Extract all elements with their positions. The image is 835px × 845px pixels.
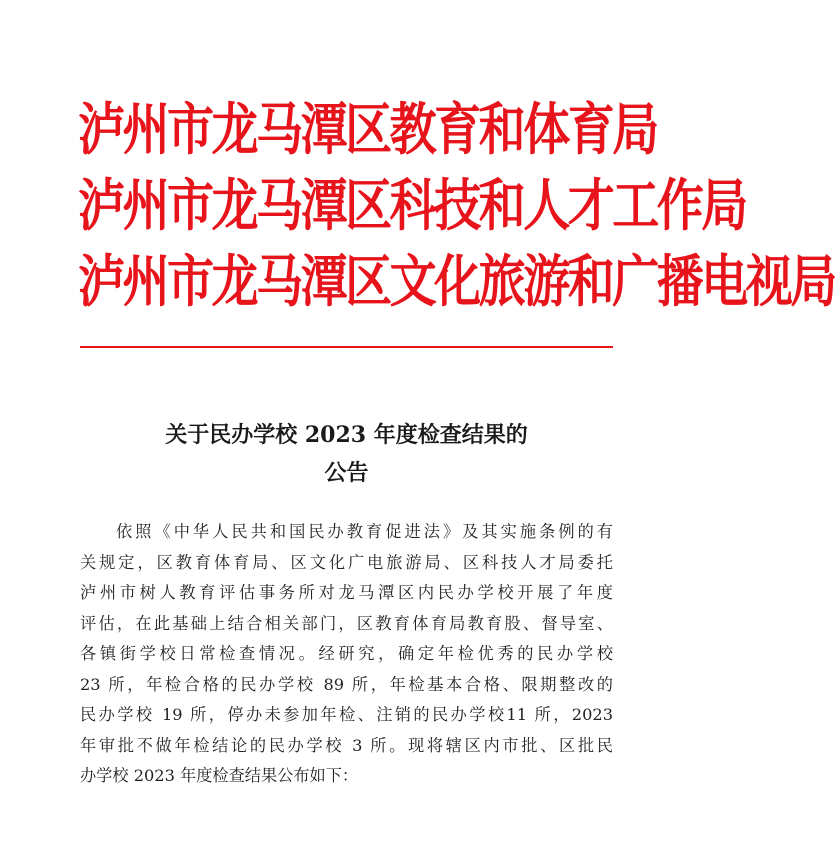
body-line: 各镇街学校日常检查情况。经研究，确定年检优秀的民办学校 — [80, 644, 613, 663]
authority-name-education-sports: 泸州市龙马潭区教育和体育局 — [78, 97, 657, 163]
red-header-divider — [80, 346, 613, 348]
body-line: 办学校 2023 年度检查结果公布如下： — [80, 766, 359, 785]
body-line: 依照《中华人民共和国民办教育促进法》及其实施条例的有 — [116, 522, 613, 541]
body-line: 年审批不做年检结论的民办学校 3 所。现将辖区内市批、区批民 — [80, 735, 613, 755]
document-body — [80, 517, 613, 792]
document-title-line-1: 关于民办学校 2023 年度检查结果的 — [165, 422, 528, 448]
body-line: 关规定，区教育体育局、区文化广电旅游局、区科技人才局委托 — [80, 552, 613, 572]
body-line: 泸州市树人教育评估事务所对龙马潭区内民办学校开展了年度 — [80, 583, 613, 602]
authority-name-science-talent: 泸州市龙马潭区科技和人才工作局 — [78, 173, 746, 239]
body-line: 民办学校 19 所，停办未参加年检、注销的民办学校11 所，2023 — [80, 705, 613, 724]
authority-name-culture-tourism: 泸州市龙马潭区文化旅游和广播电视局 — [78, 249, 835, 315]
body-line: 评估，在此基础上结合相关部门，区教育体育局教育股、督导室、 — [80, 613, 613, 633]
document-title-line-2: 公告 — [324, 460, 369, 486]
body-line: 23 所，年检合格的民办学校 89 所，年检基本合格、限期整改的 — [80, 674, 613, 694]
issuing-authorities-header — [78, 92, 835, 320]
